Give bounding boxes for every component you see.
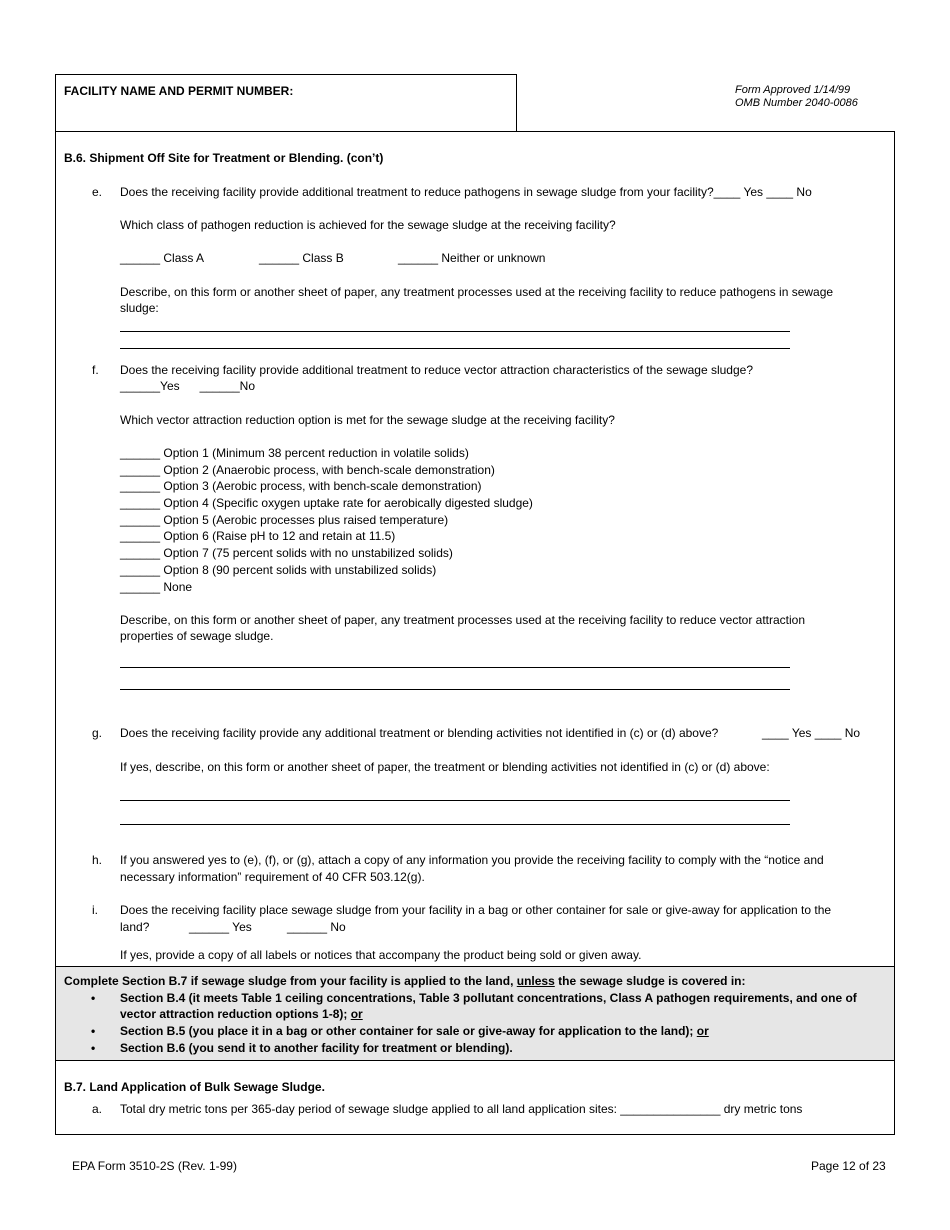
item-f-yes-no: ______Yes ______No [120,379,256,393]
answer-line[interactable] [120,667,790,668]
answer-line[interactable] [120,824,790,825]
item-h-letter: h. [92,853,103,867]
vector-option: ______ Option 4 (Specific oxygen uptake rate for aerobically digested sludge) [120,496,533,511]
page-number: Page 12 of 23 [811,1159,886,1173]
item-i-letter: i. [92,903,98,917]
or-text: or [696,1024,709,1038]
bullet-icon: • [91,1041,96,1055]
form-id: EPA Form 3510-2S (Rev. 1-99) [72,1159,237,1173]
neither-option: ______ Neither or unknown [398,251,546,265]
vector-option: ______ Option 7 (75 percent solids with no unstabilized solids) [120,546,453,561]
bullet-b4-line-2 [120,1006,363,1022]
vector-option: ______ Option 8 (90 percent solids with unstabilized solids) [120,562,437,577]
item-e-describe-1: Describe, on this form or another sheet of paper, any treatment processes used at the receiving facility to reduce pathogens in sewage [120,285,834,299]
item-f-option-question: Which vector attraction reduction option is met for the sewage sludge at the receiving facility? [120,413,615,427]
vector-options-list [120,445,533,595]
bullet-b5-text: Section B.5 (you place it in a bag or other container for sale or give-away for application to the land); [120,1024,697,1038]
item-e-letter: e. [92,185,103,199]
instruction-lead-text: Complete Section B.7 if sewage sludge from your facility is applied to the land, [64,974,517,988]
facility-name-label: FACILITY NAME AND PERMIT NUMBER: [64,84,294,98]
item-f-letter: f. [92,363,99,377]
item-i-line-1: Does the receiving facility place sewage sludge from your facility in a bag or other container for sale or give-away for application to the [120,903,832,917]
item-g-describe: If yes, describe, on this form or another sheet of paper, the treatment or blending activities not identified in (c) or (d) above: [120,760,770,774]
class-a-option: ______ Class A [120,251,205,265]
item-e-describe-2: sludge: [120,301,159,315]
bullet-b4-text: vector attraction reduction options 1-8); [120,1007,351,1021]
answer-line[interactable] [120,800,790,801]
item-i-note: If yes, provide a copy of all labels or notices that accompany the product being sold or given away. [120,948,642,962]
item-e-question: Does the receiving facility provide additional treatment to reduce pathogens in sewage sludge from your facility?____ Yes ____ No [120,185,812,199]
class-b-option: ______ Class B [259,251,344,265]
vector-option: ______ Option 5 (Aerobic processes plus raised temperature) [120,512,449,527]
item-f-describe-2: properties of sewage sludge. [120,629,274,643]
vector-option: ______ Option 6 (Raise pH to 12 and retain at 11.5) [120,529,396,544]
omb-number: OMB Number 2040-0086 [735,97,858,109]
item-g-yes-no: ____ Yes ____ No [762,726,861,740]
bullet-b5 [120,1023,709,1039]
answer-line[interactable] [120,331,790,332]
bullet-b6: Section B.6 (you send it to another facility for treatment or blending). [120,1041,513,1055]
item-i-no: ______ No [287,920,346,934]
answer-line[interactable] [120,689,790,690]
section-b6-title: B.6. Shipment Off Site for Treatment or Blending. (con’t) [64,151,384,165]
bullet-icon: • [91,991,96,1005]
item-e-class-question: Which class of pathogen reduction is achieved for the sewage sludge at the receiving facility? [120,218,616,232]
form-approval [735,84,858,110]
answer-line[interactable] [120,348,790,349]
item-f-question: Does the receiving facility provide additional treatment to reduce vector attraction characteristics of the sewage sludge? [120,363,753,377]
form-approved-date: Form Approved 1/14/99 [735,84,851,96]
or-text: or [350,1007,363,1021]
item-h-line-2: necessary information” requirement of 40 CFR 503.12(g). [120,870,425,884]
item-i-yes: ______ Yes [189,920,252,934]
item-g-letter: g. [92,726,103,740]
vector-option: ______ Option 3 (Aerobic process, with bench-scale demonstration) [120,479,482,494]
vector-option: ______ Option 2 (Anaerobic process, with bench-scale demonstration) [120,462,495,477]
section-b7-title: B.7. Land Application of Bulk Sewage Sludge. [64,1080,325,1094]
bullet-icon: • [91,1024,96,1038]
item-g-question: Does the receiving facility provide any additional treatment or blending activities not identified in (c) or (d) above? [120,726,719,740]
vector-option: ______ None [120,579,193,594]
instruction-lead [64,973,746,989]
item-h-line-1: If you answered yes to (e), (f), or (g), attach a copy of any information you provide the receiving facility to comply with the “notice and [120,853,824,867]
item-i-land: land? [120,920,150,934]
instruction-unless: unless [516,974,555,988]
bullet-b4-line-1: Section B.4 (it meets Table 1 ceiling concentrations, Table 3 pollutant concentrations, Class A pathogen requirements, and one of [120,991,857,1005]
facility-name-box [55,74,517,132]
item-b7a-letter: a. [92,1102,103,1116]
item-b7a-text: Total dry metric tons per 365-day period of sewage sludge applied to all land application sites: _______________ dry metric tons [120,1102,803,1116]
item-f-describe-1: Describe, on this form or another sheet of paper, any treatment processes used at the receiving facility to reduce vector attraction [120,613,806,627]
vector-option: ______ Option 1 (Minimum 38 percent reduction in volatile solids) [120,446,469,460]
instruction-lead-text-2: the sewage sludge is covered in: [554,974,746,988]
